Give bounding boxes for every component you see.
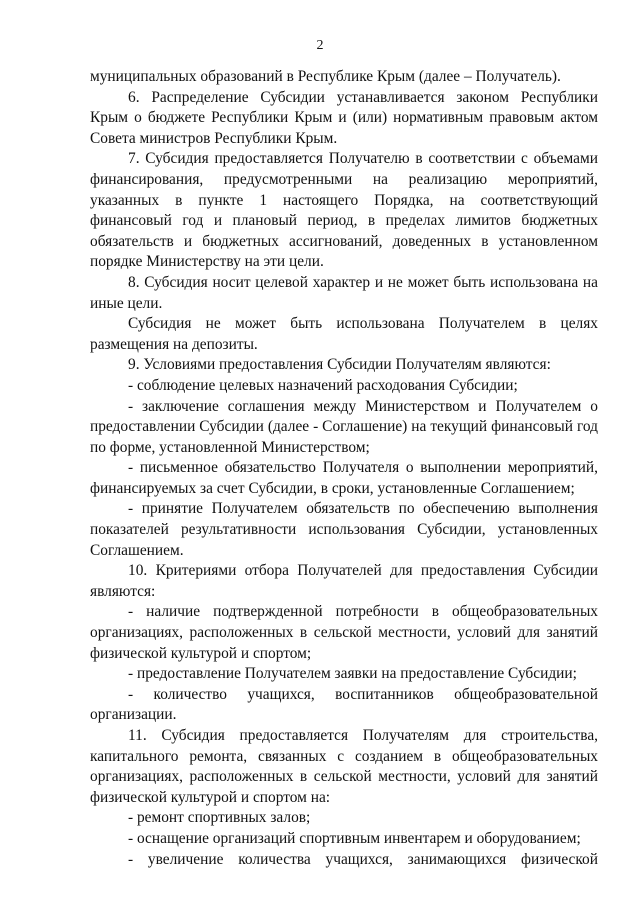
paragraph-item-11: 11. Субсидия предоставляется Получателям для строительства, капитального ремонта, связанных с созданием в общеобразовательных организациях, расположенных в сельской местности, условий для занятий физической культурой и спортом на: bbox=[90, 727, 598, 806]
list-item-condition: - письменное обязательство Получателя о выполнении мероприятий, финансируемых за счет Субсидии, в сроки, установленные Соглашением; bbox=[90, 459, 598, 497]
paragraph-item-10: 10. Критериями отбора Получателей для предоставления Субсидии являются: bbox=[90, 562, 598, 600]
page-number: 2 bbox=[316, 38, 324, 53]
paragraph-item-8: 8. Субсидия носит целевой характер и не может быть использована на иные цели. bbox=[90, 273, 598, 312]
paragraph-item-9: 9. Условиями предоставления Субсидии Получателям являются: bbox=[128, 356, 551, 374]
list-item-criterion: - количество учащихся, воспитанников общеобразовательной организации. bbox=[90, 685, 598, 724]
list-item-condition: - соблюдение целевых назначений расходования Субсидии; bbox=[128, 376, 518, 394]
list-item-criterion: - наличие подтвержденной потребности в общеобразовательных организациях, расположенных в сельской местности, условий для занятий физической культурой и спортом; bbox=[90, 603, 598, 662]
list-item-purpose: - оснащение организаций спортивным инвентарем и оборудованием; bbox=[128, 829, 581, 847]
list-item-condition: - заключение соглашения между Министерством и Получателем о предоставлении Субсидии (далее - Соглашение) на текущий финансовый год по форме, установленной Министерством; bbox=[90, 397, 598, 456]
paragraph-item-7: 7. Субсидия предоставляется Получателю в соответствии с объемами финансирования, предусмотренными на реализацию мероприятий, указанных в пункте 1 настоящего Порядка, на соответствующий финансовый год и плановый период, в пределах лимитов бюджетных обязательств и бюджетных ассигнований, доведенных в установленном порядке Министерству на эти цели. bbox=[90, 150, 598, 271]
paragraph-item-6: 6. Распределение Субсидии устанавливается законом Республики Крым о бюджете Республики Крым и (или) нормативным правовым актом Совета министров Республики Крым. bbox=[90, 88, 598, 147]
paragraph-deposit-restriction: Субсидия не может быть использована Получателем в целях размещения на депозиты. bbox=[90, 315, 598, 353]
list-item-purpose: - ремонт спортивных залов; bbox=[128, 809, 311, 827]
document-body bbox=[90, 67, 598, 870]
paragraph-continuation: муниципальных образований в Республике Крым (далее – Получатель). bbox=[90, 68, 561, 85]
list-item-criterion: - предоставление Получателем заявки на предоставление Субсидии; bbox=[128, 665, 577, 683]
list-item-purpose: - увеличение количества учащихся, занимающихся физической bbox=[128, 850, 598, 868]
list-item-condition: - принятие Получателем обязательств по обеспечению выполнения показателей результативности использования Субсидии, установленных Соглашением. bbox=[90, 500, 598, 559]
